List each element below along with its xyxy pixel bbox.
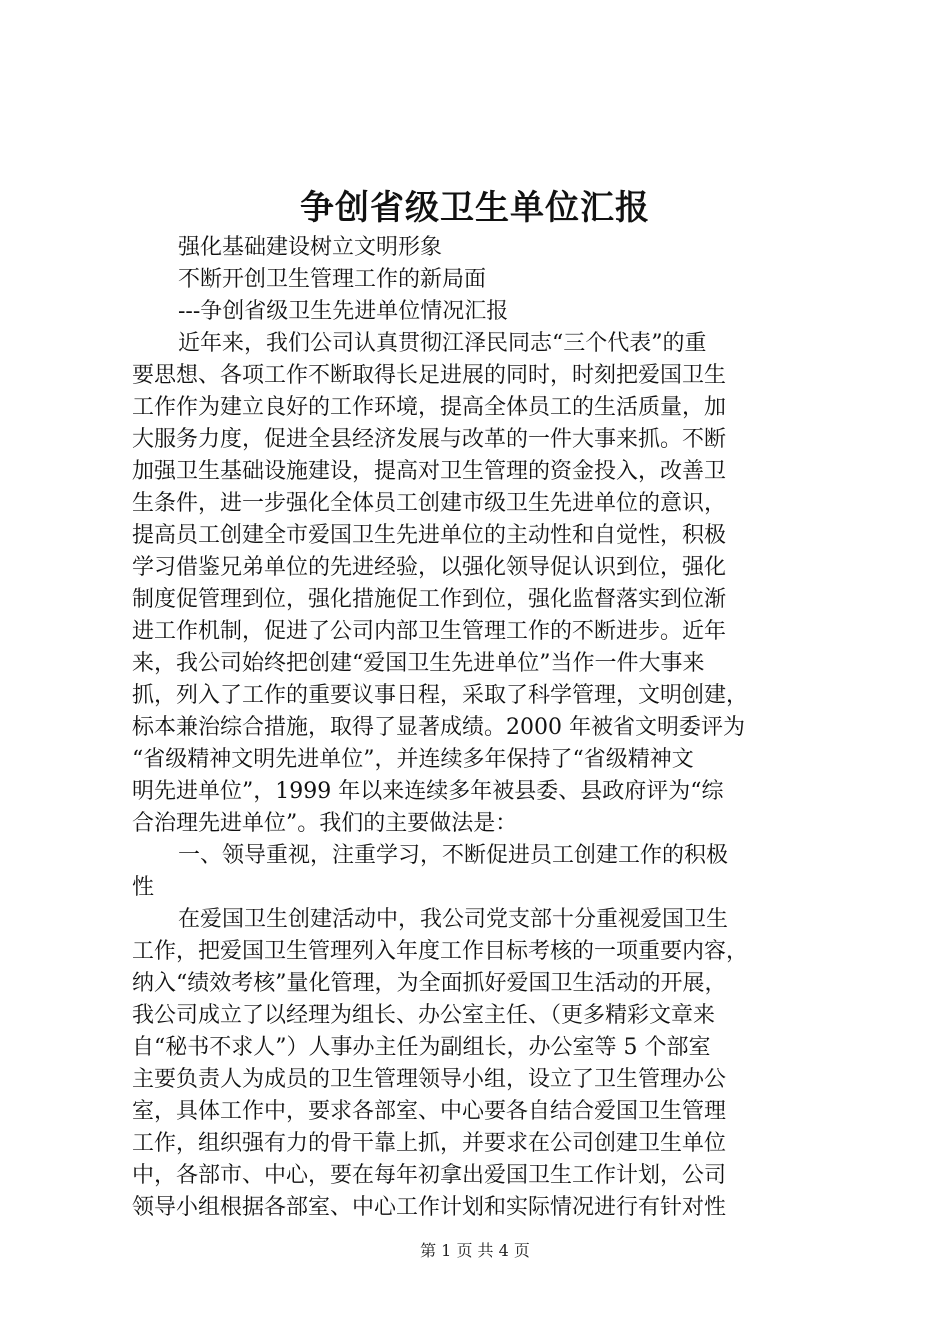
body-text-line: 近年来，我们公司认真贯彻江泽民同志“三个代表”的重 xyxy=(178,331,707,356)
body-text-line: 工作，组织强有力的骨干靠上抓，并要求在公司创建卫生单位 xyxy=(132,1131,727,1156)
body-text-line: 提高员工创建全市爱国卫生先进单位的主动性和自觉性，积极 xyxy=(132,523,727,548)
body-text-line: 工作作为建立良好的工作环境，提高全体员工的生活质量，加 xyxy=(132,395,727,420)
body-text-line: 要思想、各项工作不断取得长足进展的同时，时刻把爱国卫生 xyxy=(132,363,727,388)
body-text-line: 我公司成立了以经理为组长、办公室主任、（更多精彩文章来 xyxy=(132,1003,716,1028)
document-body xyxy=(132,232,832,1224)
body-text-line: 合治理先进单位”。我们的主要做法是： xyxy=(132,811,518,836)
body-text-line: 进工作机制，促进了公司内部卫生管理工作的不断进步。近年 xyxy=(132,619,727,644)
body-text-line: 一、领导重视，注重学习，不断促进员工创建工作的积极 xyxy=(178,843,729,868)
body-text-line: “省级精神文明先进单位”，并连续多年保持了“省级精神文 xyxy=(132,747,694,772)
body-text-line: 生条件，进一步强化全体员工创建市级卫生先进单位的意识， xyxy=(132,491,727,516)
body-text-line: 抓，列入了工作的重要议事日程，采取了科学管理，文明创建， xyxy=(132,683,749,708)
body-text-line: 自“秘书不求人”）人事办主任为副组长，办公室等 5 个部室 xyxy=(132,1035,711,1060)
body-text-line: 领导小组根据各部室、中心工作计划和实际情况进行有针对性 xyxy=(132,1195,727,1220)
body-text-line: 学习借鉴兄弟单位的先进经验，以强化领导促认识到位，强化 xyxy=(132,555,727,580)
body-text-line: 强化基础建设树立文明形象 xyxy=(178,235,443,260)
body-text-line: 中，各部市、中心，要在每年初拿出爱国卫生工作计划，公司 xyxy=(132,1163,727,1188)
body-text-line: 明先进单位”，1999 年以来连续多年被县委、县政府评为“综 xyxy=(132,779,724,804)
body-text-line: 室，具体工作中，要求各部室、中心要各自结合爱国卫生管理 xyxy=(132,1099,727,1124)
body-text-line: 标本兼治综合措施，取得了显著成绩。2000 年被省文明委评为 xyxy=(132,715,745,740)
body-text-line: 纳入“绩效考核”量化管理，为全面抓好爱国卫生活动的开展， xyxy=(132,971,727,996)
body-text-line: 加强卫生基础设施建设，提高对卫生管理的资金投入，改善卫 xyxy=(132,459,727,484)
body-text-line: 大服务力度，促进全县经济发展与改革的一件大事来抓。不断 xyxy=(132,427,727,452)
document-title: 争创省级卫生单位汇报 xyxy=(300,188,650,228)
body-text-line: ---争创省级卫生先进单位情况汇报 xyxy=(178,299,509,324)
body-text-line: 不断开创卫生管理工作的新局面 xyxy=(178,267,487,292)
body-text-line: 工作，把爱国卫生管理列入年度工作目标考核的一项重要内容， xyxy=(132,939,749,964)
body-text-line: 制度促管理到位，强化措施促工作到位，强化监督落实到位渐 xyxy=(132,587,727,612)
body-text-line: 来，我公司始终把创建“爱国卫生先进单位”当作一件大事来 xyxy=(132,651,705,676)
page-number-footer: 第 1 页 共 4 页 xyxy=(420,1241,530,1260)
body-text-line: 主要负责人为成员的卫生管理领导小组，设立了卫生管理办公 xyxy=(132,1067,727,1092)
body-text-line: 在爱国卫生创建活动中，我公司党支部十分重视爱国卫生 xyxy=(178,907,729,932)
body-text-line: 性 xyxy=(132,875,155,900)
